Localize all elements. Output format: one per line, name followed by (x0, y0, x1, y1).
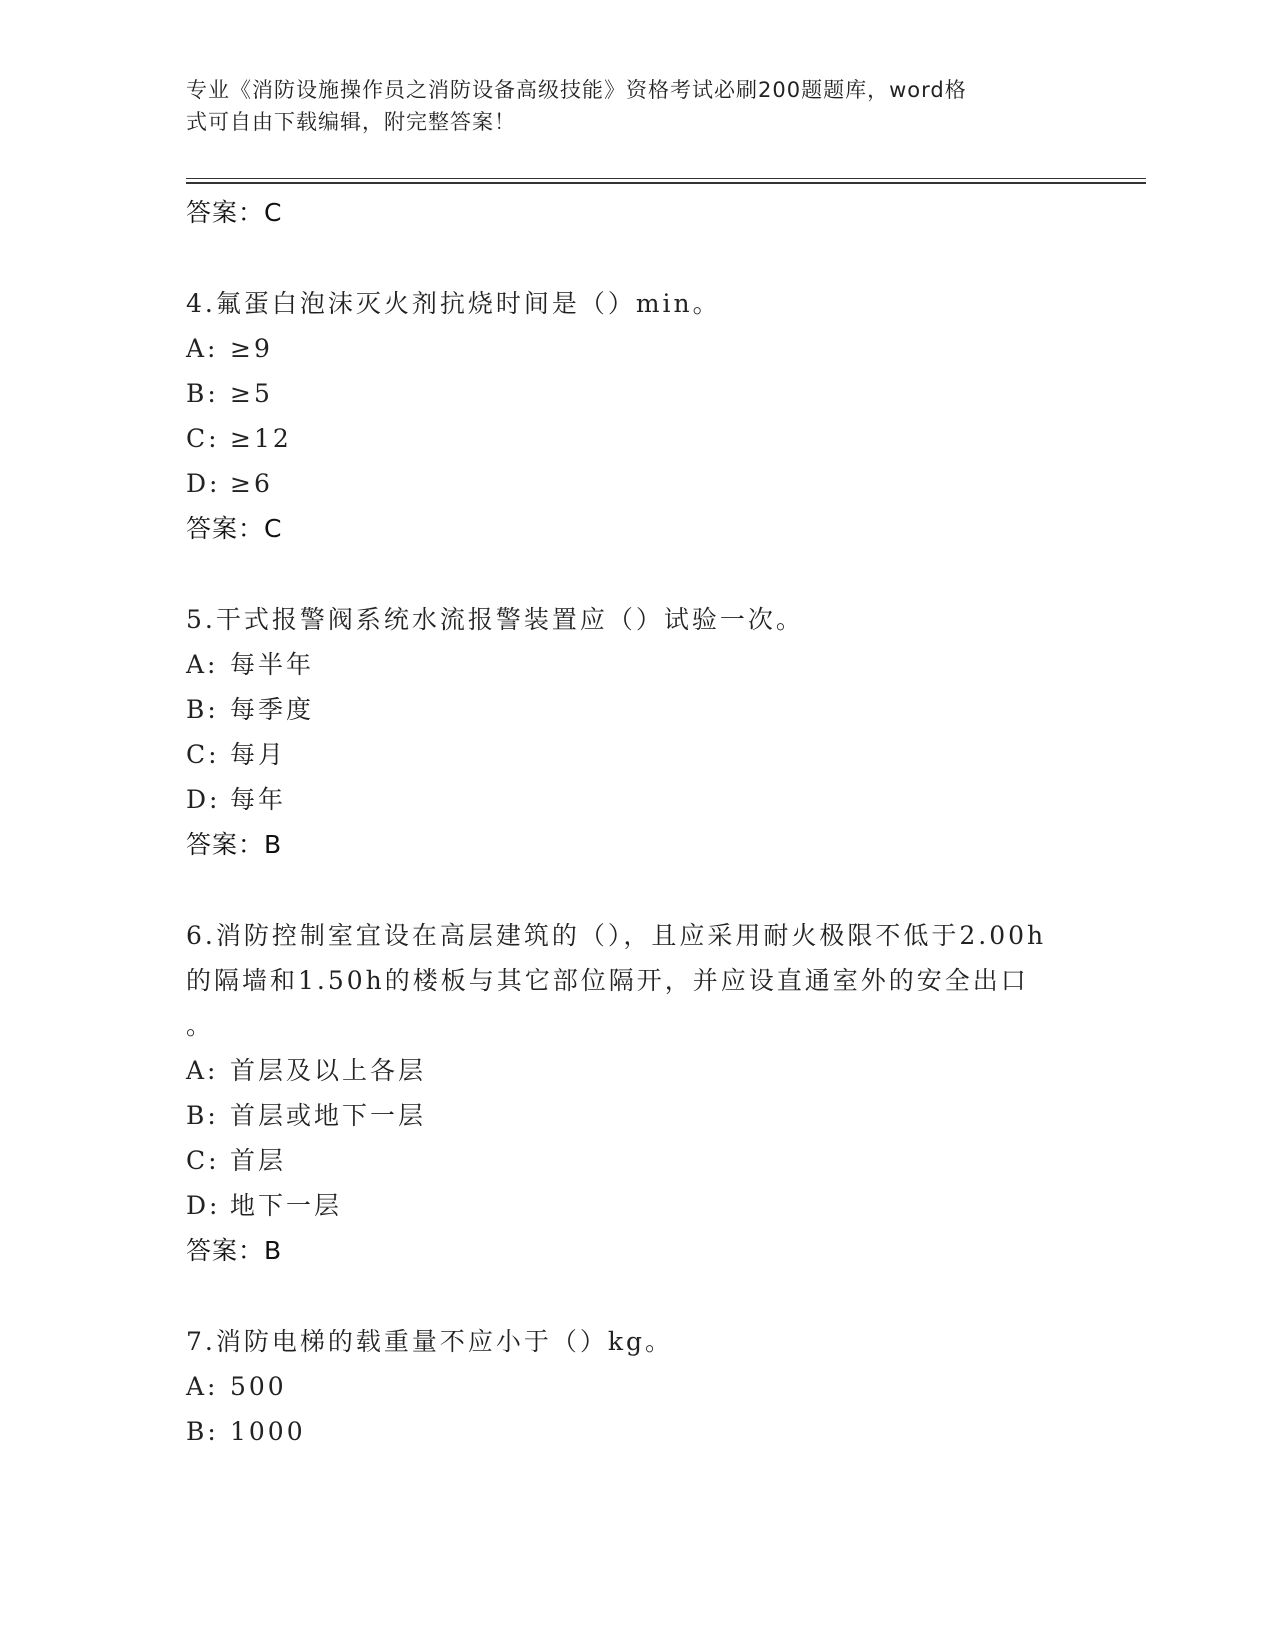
option-text: 地下一层 (230, 1191, 343, 1220)
option-letter: A: (186, 1056, 219, 1085)
spacer (186, 235, 1146, 281)
option-text: 500 (230, 1372, 287, 1401)
question-stem: 7.消防电梯的载重量不应小于（）kg。 (186, 1327, 674, 1356)
previous-answer: 答案：C (186, 198, 283, 227)
question-stem-line-2: 的隔墙和1.50h的楼板与其它部位隔开，并应设直通室外的安全出口 (186, 966, 1029, 995)
option-text: 首层或地下一层 (230, 1101, 427, 1130)
option-d (186, 1183, 1146, 1228)
option-text: 每月 (230, 740, 287, 769)
question-stem: 5.干式报警阀系统水流报警装置应（）试验一次。 (186, 605, 804, 634)
option-letter: A: (186, 1372, 219, 1401)
option-letter: B: (186, 379, 219, 408)
option-text: ≥5 (230, 379, 273, 408)
option-b (186, 1093, 1146, 1138)
question-4 (186, 281, 1146, 551)
option-letter: C: (186, 740, 220, 769)
option-a (186, 1048, 1146, 1093)
option-a (186, 642, 1146, 687)
header-divider-thick (186, 182, 1146, 184)
option-letter: C: (186, 424, 220, 453)
spacer (186, 867, 1146, 913)
option-letter: D: (186, 469, 221, 498)
option-c (186, 416, 1146, 461)
option-letter: D: (186, 1191, 221, 1220)
option-letter: B: (186, 695, 219, 724)
option-b (186, 371, 1146, 416)
option-letter: B: (186, 1417, 219, 1446)
option-b (186, 1409, 1146, 1454)
option-text: 每半年 (230, 650, 315, 679)
question-stem-line-1: 6.消防控制室宜设在高层建筑的（），且应采用耐火极限不低于2.00h (186, 921, 1047, 950)
spacer (186, 551, 1146, 597)
question-list (186, 190, 1146, 1454)
option-text: ≥6 (230, 469, 273, 498)
option-letter: C: (186, 1146, 220, 1175)
option-text: 每年 (230, 785, 287, 814)
document-page (186, 0, 1146, 1650)
option-d (186, 461, 1146, 506)
question-7 (186, 1319, 1146, 1454)
question-stem: 4.氟蛋白泡沫灭火剂抗烧时间是（）min。 (186, 289, 721, 318)
question-answer: 答案：B (186, 1236, 283, 1265)
question-answer: 答案：C (186, 514, 283, 543)
option-text: ≥12 (230, 424, 292, 453)
option-a (186, 1364, 1146, 1409)
option-d (186, 777, 1146, 822)
option-c (186, 1138, 1146, 1183)
option-text: 首层 (230, 1146, 287, 1175)
option-b (186, 687, 1146, 732)
question-5 (186, 597, 1146, 867)
header-line-1: 专业《消防设施操作员之消防设备高级技能》资格考试必刷200题题库，word格 (186, 78, 967, 102)
option-text: 1000 (230, 1417, 306, 1446)
document-header (186, 74, 1066, 138)
option-letter: A: (186, 650, 219, 679)
option-c (186, 732, 1146, 777)
option-letter: A: (186, 334, 219, 363)
option-text: 首层及以上各层 (230, 1056, 427, 1085)
option-text: ≥9 (230, 334, 273, 363)
question-stem-line-3: 。 (186, 1011, 215, 1040)
option-text: 每季度 (230, 695, 315, 724)
question-6 (186, 913, 1146, 1273)
question-answer: 答案：B (186, 830, 283, 859)
option-letter: B: (186, 1101, 219, 1130)
spacer (186, 1273, 1146, 1319)
header-divider-thin (186, 178, 1146, 179)
option-letter: D: (186, 785, 221, 814)
header-line-2: 式可自由下载编辑，附完整答案！ (186, 110, 516, 134)
option-a (186, 326, 1146, 371)
